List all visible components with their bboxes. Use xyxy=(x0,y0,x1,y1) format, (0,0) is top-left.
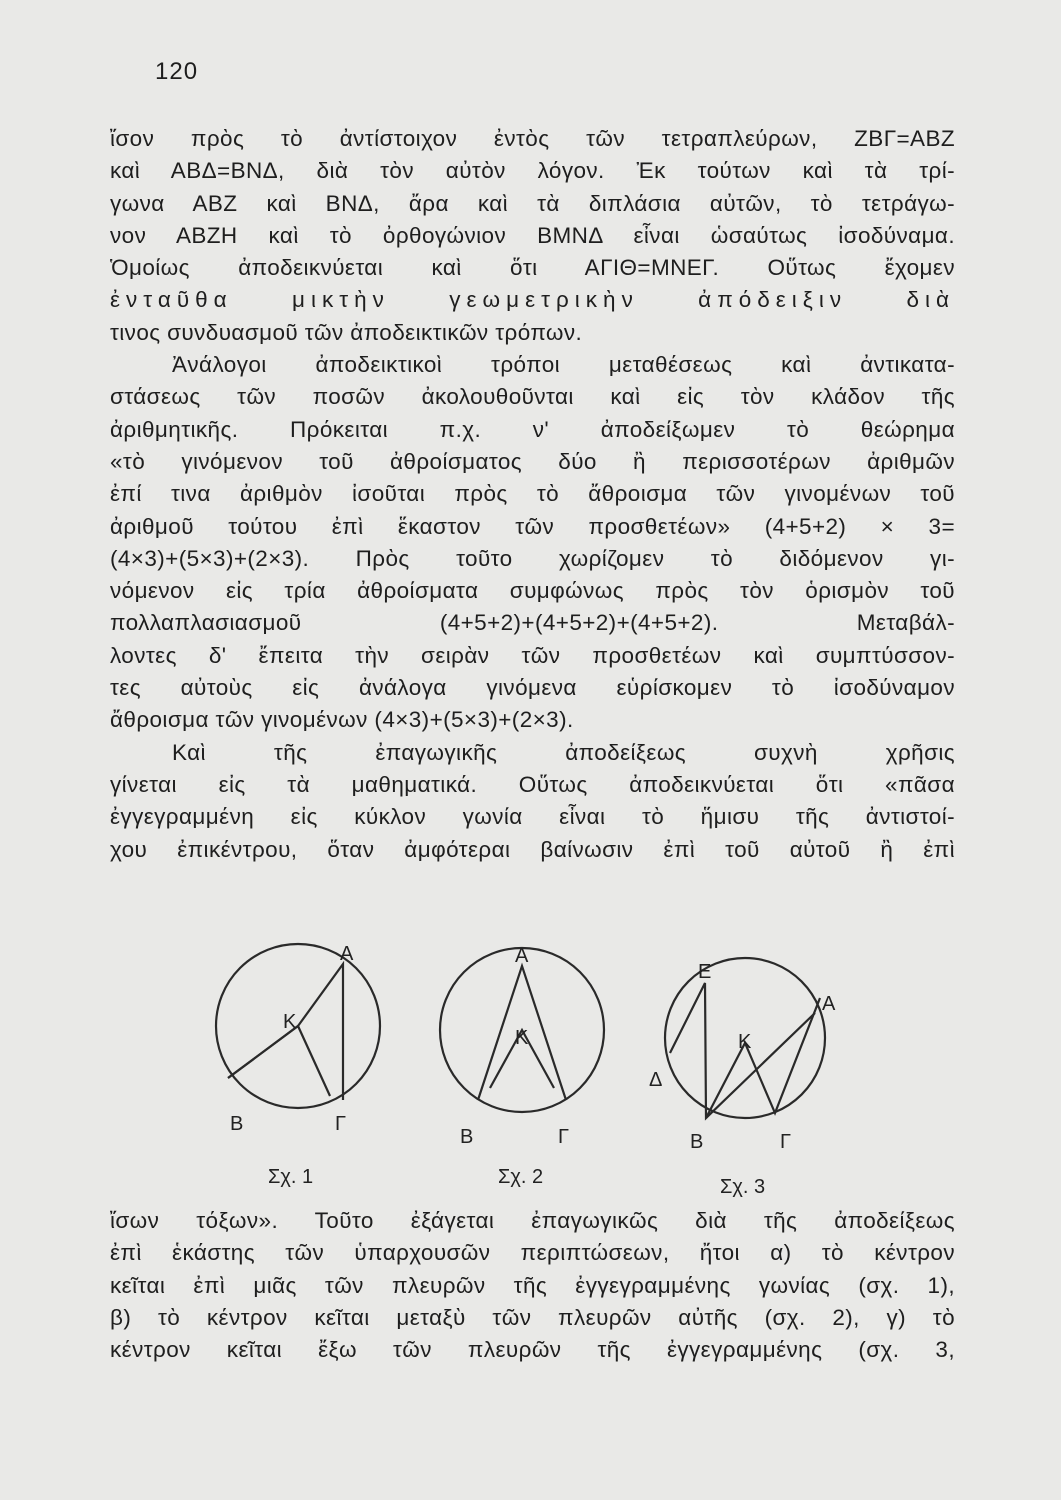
text-line: γωνα ΑΒΖ καὶ ΒΝΔ, ἄρα καὶ τὰ διπλάσια αὐτῶν, τὸ τετράγω- xyxy=(110,190,955,216)
text-line: (4×3)+(5×3)+(2×3). Πρὸς τοῦτο χωρίζομεν τὸ διδόμενον γι- xyxy=(110,545,955,571)
figure-2-label-a: A xyxy=(515,945,529,967)
figure-3-central xyxy=(706,998,820,1118)
text-line: Ὁμοίως ἀποδεικνύεται καὶ ὅτι ΑΓΙΘ=ΜΝΕΓ. Οὕτως ἔχομεν xyxy=(110,255,955,281)
text-line: καὶ ΑΒΔ=ΒΝΔ, διὰ τὸν αὐτὸν λόγον. Ἐκ τούτων καὶ τὰ τρί- xyxy=(110,158,955,184)
text-line: ἐνταῦθα μικτὴν γεωμετρικὴν ἀπόδειξιν διὰ xyxy=(110,287,955,313)
figures-row xyxy=(190,938,850,1200)
figure-1-caption: Σχ. 1 xyxy=(268,1166,314,1188)
figure-1-label-a: A xyxy=(340,943,354,965)
figure-2-label-g: Γ xyxy=(558,1126,570,1148)
paragraph-3 xyxy=(110,737,955,866)
figure-2-label-b: B xyxy=(460,1126,474,1148)
text-line: νόμενον εἰς τρία ἀθροίσματα συμφώνως πρὸς τὸν ὁρισμὸν τοῦ xyxy=(110,578,955,604)
figure-2 xyxy=(440,945,604,1188)
figure-3-label-d: Δ xyxy=(649,1069,663,1091)
figure-1-label-b: B xyxy=(230,1113,244,1135)
body-text-top xyxy=(110,123,955,866)
text-line: πολλαπλασιασμοῦ (4+5+2)+(4+5+2)+(4+5+2). Μεταβάλ- xyxy=(110,610,955,636)
figure-1-label-g: Γ xyxy=(335,1113,347,1135)
page-number: 120 xyxy=(155,58,199,85)
text-line: νον ΑΒΖΗ καὶ τὸ ὀρθογώνιον ΒΜΝΔ εἶναι ὡσαύτως ἰσοδύναμα. xyxy=(110,222,955,248)
figure-3-label-e: E xyxy=(698,961,712,983)
text-line: κέντρον κεῖται ἔξω τῶν πλευρῶν τῆς ἐγγεγραμμένης (σχ. 3, xyxy=(110,1337,955,1363)
figure-2-caption: Σχ. 2 xyxy=(498,1166,544,1188)
text-line: Καὶ τῆς ἐπαγωγικῆς ἀποδείξεως συχνὴ χρῆσις xyxy=(172,739,955,765)
figure-1-central xyxy=(228,1026,330,1096)
text-line: ἀριθμητικῆς. Πρόκειται π.χ. ν' ἀποδείξωμεν τὸ θεώρημα xyxy=(110,416,955,442)
text-line: ἀριθμοῦ τούτου ἐπὶ ἕκαστον τῶν προσθετέων» (4+5+2) × 3= xyxy=(110,513,955,539)
figure-3-label-k: K xyxy=(738,1031,752,1053)
figure-3-label-b: B xyxy=(690,1131,704,1153)
figure-1 xyxy=(216,943,380,1188)
figure-2-label-k: K xyxy=(515,1027,529,1049)
paragraph-1 xyxy=(110,123,955,349)
text-line: ἐγγεγραμμένη εἰς κύκλον γωνία εἶναι τὸ ἥμισυ τῆς ἀντιστοί- xyxy=(110,804,955,830)
text-line: τες αὐτοὺς εἰς ἀνάλογα γινόμενα εὑρίσκομεν τὸ ἰσοδύναμον xyxy=(110,675,955,701)
text-line: ἄθροισμα τῶν γινομένων (4×3)+(5×3)+(2×3). xyxy=(110,707,574,733)
text-line: ἐπί τινα ἀριθμὸν ἰσοῦται πρὸς τὸ ἄθροισμα τῶν γινομένων τοῦ xyxy=(110,481,955,507)
text-line: γίνεται εἰς τὰ μαθηματικά. Οὕτως ἀποδεικνύεται ὅτι «πᾶσα xyxy=(110,771,955,797)
text-line: λοντες δ' ἔπειτα τὴν σειρὰν τῶν προσθετέων καὶ συμπτύσσον- xyxy=(110,642,955,668)
text-line: στάσεως τῶν ποσῶν ἀκολουθοῦνται καὶ εἰς τὸν κλάδον τῆς xyxy=(110,384,955,410)
body-text-bottom xyxy=(110,1205,955,1366)
text-line: τινος συνδυασμοῦ τῶν ἀποδεικτικῶν τρόπων. xyxy=(110,319,583,345)
text-line: κεῖται ἐπὶ μιᾶς τῶν πλευρῶν τῆς ἐγγεγραμμένης γωνίας (σχ. 1), xyxy=(110,1272,955,1298)
text-line: Ἀνάλογοι ἀποδεικτικοὶ τρόποι μεταθέσεως καὶ ἀντικατα- xyxy=(172,352,955,378)
text-line: ἴσον πρὸς τὸ ἀντίστοιχον ἐντὸς τῶν τετραπλεύρων, ΖΒΓ=ΑΒΖ xyxy=(110,126,955,151)
figure-3-label-g: Γ xyxy=(780,1131,792,1153)
text-line: ἐπὶ ἑκάστης τῶν ὑπαρχουσῶν περιπτώσεων, ἤτοι α) τὸ κέντρον xyxy=(110,1240,955,1266)
figure-1-label-k: K xyxy=(283,1011,297,1033)
figure-3 xyxy=(649,958,836,1198)
text-line: β) τὸ κέντρον κεῖται μεταξὺ τῶν πλευρῶν αὐτῆς (σχ. 2), γ) τὸ xyxy=(110,1304,955,1330)
text-line: «τὸ γινόμενον τοῦ ἀθροίσματος δύο ἢ περισσοτέρων ἀριθμῶν xyxy=(110,448,955,474)
figure-3-caption: Σχ. 3 xyxy=(720,1176,766,1198)
text-line: ἴσων τόξων». Τοῦτο ἐξάγεται ἐπαγωγικῶς διὰ τῆς ἀποδείξεως xyxy=(110,1208,955,1233)
paragraph-4 xyxy=(110,1205,955,1366)
paragraph-2 xyxy=(110,349,955,737)
figure-3-label-a: A xyxy=(822,993,836,1015)
text-line: χου ἐπικέντρου, ὅταν ἀμφότεραι βαίνωσιν ἐπὶ τοῦ αὐτοῦ ἢ ἐπὶ xyxy=(110,836,955,862)
figures-svg xyxy=(190,938,850,1200)
